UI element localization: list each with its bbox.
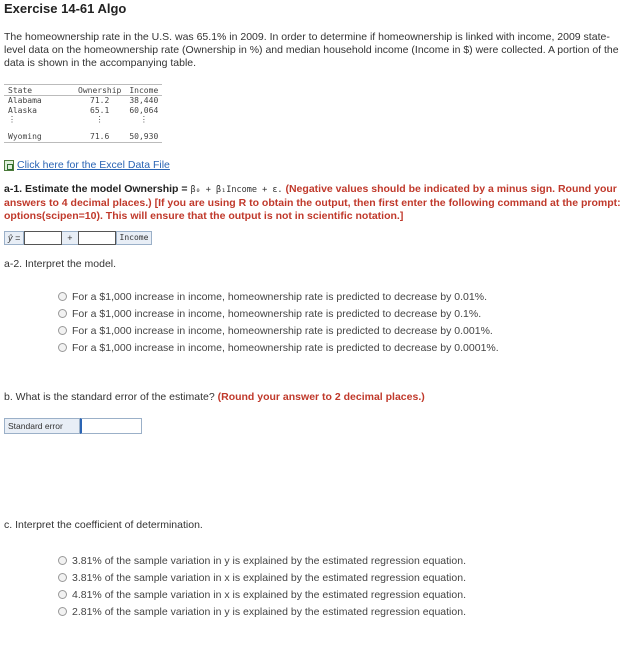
c-option[interactable] <box>58 552 466 569</box>
table-cell: Alabama <box>8 96 42 105</box>
option-label: For a $1,000 increase in income, homeownership rate is predicted to decrease by 0.01%. <box>72 290 487 303</box>
table-cell: 65.1 <box>90 105 110 115</box>
option-label: 4.81% of the sample variation in x is explained by the estimated regression equation. <box>72 588 466 601</box>
table-header: Ownership <box>74 85 125 96</box>
c-options <box>58 552 466 620</box>
a2-option[interactable] <box>58 305 499 322</box>
excel-data-file-link[interactable]: Click here for the Excel Data File <box>17 159 170 171</box>
radio-button[interactable] <box>58 326 67 335</box>
option-label: For a $1,000 increase in income, homeownership rate is predicted to decrease by 0.0001%. <box>72 341 499 354</box>
radio-button[interactable] <box>58 343 67 352</box>
table-cell: ⋮ <box>8 115 16 124</box>
question-a1 <box>4 183 629 223</box>
a2-option[interactable] <box>58 322 499 339</box>
intercept-input[interactable] <box>24 231 62 245</box>
table-cell: 50,930 <box>125 132 162 143</box>
standard-error-input[interactable] <box>80 418 142 434</box>
question-b-text: b. What is the standard error of the estimate? <box>4 391 218 403</box>
plus-sign: + <box>62 231 77 245</box>
question-a1-instruction: (Negative values should be indicated by a minus sign. Round your answers to 4 decimal places.) [If you are using R to obtain the output, then first enter the following command at the prompt: options(scipen=10). This will ensure that the output is not in scientific notation.] <box>4 183 621 222</box>
table-cell: ⋮ <box>95 115 104 124</box>
a2-options <box>58 288 499 356</box>
table-row <box>4 132 162 143</box>
table-header-row <box>4 85 162 96</box>
radio-button[interactable] <box>58 590 67 599</box>
a2-option[interactable] <box>58 339 499 356</box>
option-label: For a $1,000 increase in income, homeownership rate is predicted to decrease by 0.001%. <box>72 324 493 337</box>
data-table <box>4 84 162 143</box>
question-c: c. Interpret the coefficient of determination. <box>4 519 203 531</box>
question-a1-model: β₀ + β₁Income + ε. <box>190 185 283 195</box>
slope-input[interactable] <box>78 231 116 245</box>
excel-file-link-row <box>4 159 170 171</box>
regression-equation <box>4 231 152 245</box>
radio-button[interactable] <box>58 607 67 616</box>
radio-button[interactable] <box>58 573 67 582</box>
table-cell: Wyoming <box>4 132 74 143</box>
table-cell: 60,064 <box>129 105 159 115</box>
option-label: For a $1,000 increase in income, homeownership rate is predicted to decrease by 0.1%. <box>72 307 482 320</box>
table-header: Income <box>125 85 162 96</box>
radio-button[interactable] <box>58 309 67 318</box>
table-cell: ⋮ <box>139 115 148 124</box>
standard-error-label: Standard error <box>4 418 80 434</box>
table-row <box>4 115 162 125</box>
option-label: 2.81% of the sample variation in y is explained by the estimated regression equation. <box>72 605 466 618</box>
exercise-title: Exercise 14-61 Algo <box>4 1 127 16</box>
question-a2: a-2. Interpret the model. <box>4 258 117 270</box>
problem-intro: The homeownership rate in the U.S. was 65.1% in 2009. In order to determine if homeownership is linked with income, 2009 state-level data on the homeownership rate (Ownership in %) and median household income (Income in $) were collected. A portion of the data is shown in the accompanying table. <box>4 31 619 69</box>
question-b-instruction: (Round your answer to 2 decimal places.) <box>217 391 425 403</box>
a2-option[interactable] <box>58 288 499 305</box>
radio-button[interactable] <box>58 556 67 565</box>
table-row <box>4 106 162 116</box>
table-cell: 71.6 <box>74 132 125 143</box>
option-label: 3.81% of the sample variation in y is explained by the estimated regression equation. <box>72 554 466 567</box>
question-a1-prefix: a-1. Estimate the model Ownership = <box>4 183 191 195</box>
income-term-label: Income <box>116 231 153 245</box>
yhat-label: ŷ = <box>4 231 24 245</box>
option-label: 3.81% of the sample variation in x is explained by the estimated regression equation. <box>72 571 466 584</box>
standard-error-row <box>4 418 142 434</box>
table-cell: 38,440 <box>129 96 159 105</box>
table-cell: 71.2 <box>90 96 110 105</box>
table-cell: Alaska <box>8 105 37 115</box>
radio-button[interactable] <box>58 292 67 301</box>
excel-file-icon <box>4 160 14 171</box>
table-header: State <box>4 85 74 96</box>
table-spacer <box>4 125 162 132</box>
table-row <box>4 96 162 106</box>
question-b <box>4 391 629 404</box>
c-option[interactable] <box>58 569 466 586</box>
c-option[interactable] <box>58 586 466 603</box>
c-option[interactable] <box>58 603 466 620</box>
